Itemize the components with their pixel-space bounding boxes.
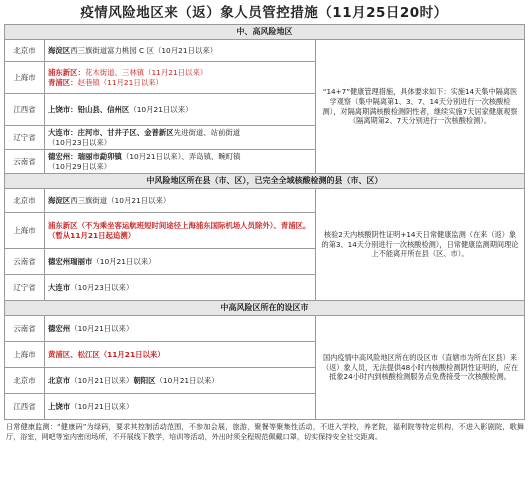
area-cell: 浦东新区（不为乘坐客运航班短时间途径上海浦东国际机场人员除外）、青浦区。（暂从11月21日起追溯） (45, 213, 316, 249)
section-header-city: 中高风险区所在的设区市 (5, 301, 525, 316)
table-row (5, 189, 525, 213)
area-cell: 浦东新区：花木街道、三林镇（11月21日以来） 青浦区：赵巷镇（11月21日以来） (45, 62, 316, 94)
area-cell: 黄浦区、松江区（11月21日以来） (45, 342, 316, 368)
province-cell: 云南省 (5, 249, 45, 275)
province-cell: 江西省 (5, 394, 45, 420)
province-cell: 上海市 (5, 213, 45, 249)
page (4, 2, 524, 442)
measure-cell: 国内疫情中高风险地区所在的设区市（直辖市为所在区县）来（返）象人员，无法提供48小时内核酸检测阴性证明的，应在抵象24小时内到核酸检测服务点免费接受一次核酸检测。 (316, 316, 525, 420)
table-row (5, 316, 525, 342)
province-cell: 上海市 (5, 62, 45, 94)
province-cell: 北京市 (5, 40, 45, 62)
province-cell: 辽宁省 (5, 275, 45, 301)
area-cell: 上饶市（10月21日以来） (45, 394, 316, 420)
province-cell: 上海市 (5, 342, 45, 368)
measure-cell: 核验2天内核酸阴性证明+14天日常健康监测（在来（返）象的第3、14天分别进行一次核酸检测），日常健康监测期间理论上不能离开所在县（区、市）。 (316, 189, 525, 301)
province-cell: 云南省 (5, 150, 45, 174)
area-cell: 德宏州（10月21日以来） (45, 316, 316, 342)
table-row (5, 40, 525, 62)
section-header-high-risk: 中、高风险地区 (5, 25, 525, 40)
health-monitoring-note: 日常健康监测：“健康码”为绿码，要求其控制活动范围，不参加会展，旅游，聚餐等聚集性活动，不进入学校，养老院，福利院等特定机构，不进入影剧院，歌舞厅，浴室，网吧等室内密闭场所，不开展线下教学，培训等活动，外出时须全程规范佩戴口罩，切实保持安全社交距离。 (6, 422, 524, 441)
province-cell: 江西省 (5, 94, 45, 126)
province-cell: 辽宁省 (5, 126, 45, 150)
area-cell: 上饶市：铅山县、信州区（10月21日以来） (45, 94, 316, 126)
province-cell: 北京市 (5, 368, 45, 394)
province-cell: 北京市 (5, 189, 45, 213)
section-header-medium-risk-county: 中风险地区所在县（市、区），已完全全域核酸检测的县（市、区） (5, 174, 525, 189)
measure-cell: “14+7”健康管理措施，具体要求如下：实施14天集中隔离医学观察（集中隔离第1、3、7、14天分别进行一次核酸检测），对隔离期满核酸检测阴性者，继续实施7天居家健康观察（隔离期第2、7天分别进行一次核酸检测）。 (316, 40, 525, 174)
area-cell: 大连市：庄河市、甘井子区、金普新区先进街道、站前街道 （10月23日以来） (45, 126, 316, 150)
area-cell: 德宏州：瑞丽市勐卯镇（10月21日以来）、弄岛镇、畹町镇 （10月29日以来） (45, 150, 316, 174)
area-cell: 海淀区西三旗街道（10月21日以来） (45, 189, 316, 213)
control-measures-table (4, 24, 525, 420)
page-title: 疫情风险地区来（返）象人员管控措施（11月25日20时） (80, 5, 448, 21)
area-cell: 海淀区西三旗街道富力桃园 C 区（10月21日以来） (45, 40, 316, 62)
area-cell: 北京市（10月21日以来）朝阳区（10月21日以来） (45, 368, 316, 394)
province-cell: 云南省 (5, 316, 45, 342)
area-cell: 大连市（10月23日以来） (45, 275, 316, 301)
area-cell: 德宏州瑞丽市（10月21日以来） (45, 249, 316, 275)
